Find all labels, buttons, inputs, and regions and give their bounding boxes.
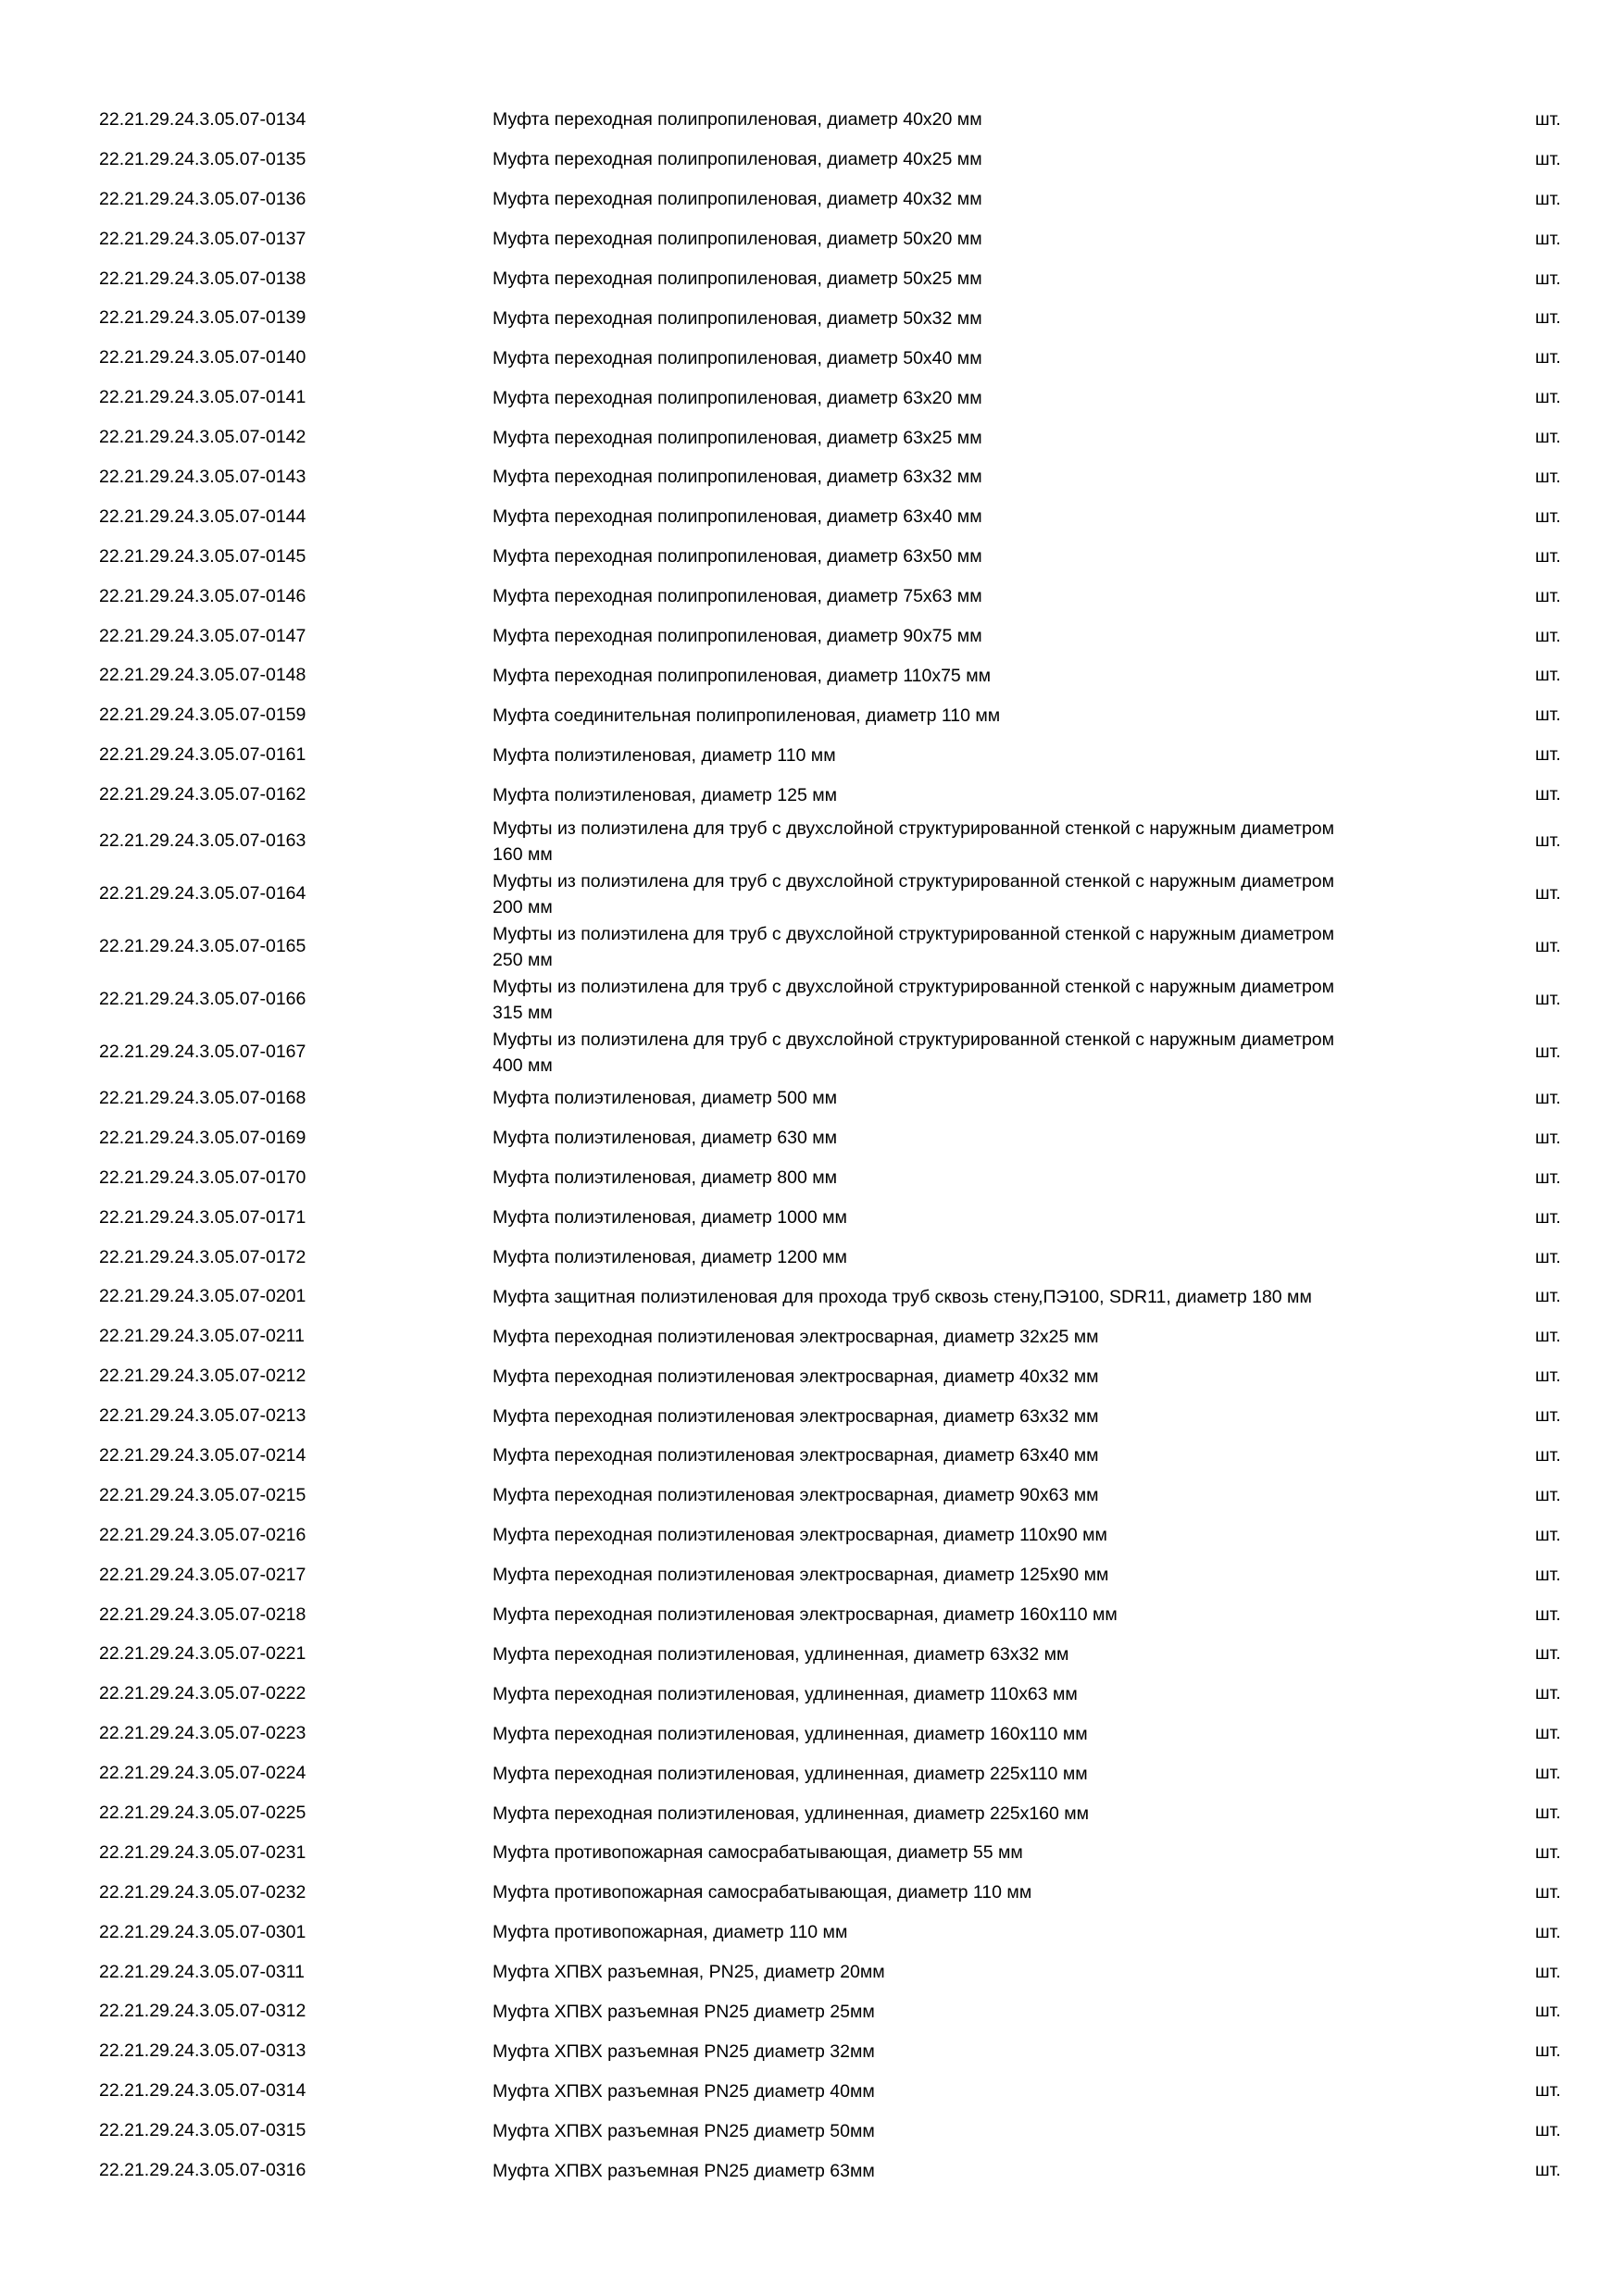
item-description-line: Муфта переходная полипропиленовая, диаметр 63х32 мм xyxy=(493,467,982,488)
table-row xyxy=(0,259,1624,299)
item-code: 22.21.29.24.3.05.07-0171 xyxy=(99,1206,306,1228)
item-unit: шт. xyxy=(1535,1683,1561,1704)
item-code: 22.21.29.24.3.05.07-0214 xyxy=(99,1444,306,1466)
item-code: 22.21.29.24.3.05.07-0142 xyxy=(99,427,306,448)
item-description xyxy=(493,298,1446,338)
item-unit: шт. xyxy=(1535,744,1561,766)
item-code: 22.21.29.24.3.05.07-0224 xyxy=(99,1763,306,1784)
item-description xyxy=(493,1026,1446,1079)
item-unit: шт. xyxy=(1535,1127,1561,1148)
item-description-line: Муфта переходная полипропиленовая, диаметр 40х25 мм xyxy=(493,149,982,170)
table-row xyxy=(0,775,1624,815)
item-unit: шт. xyxy=(1535,1042,1561,1063)
item-unit: шт. xyxy=(1535,1286,1561,1307)
item-unit: шт. xyxy=(1535,2001,1561,2022)
item-unit: шт. xyxy=(1535,148,1561,169)
table-row xyxy=(0,298,1624,338)
item-unit: шт. xyxy=(1535,1524,1561,1545)
table-row xyxy=(0,497,1624,537)
item-unit: шт. xyxy=(1535,1723,1561,1744)
item-description xyxy=(493,1635,1446,1675)
item-unit: шт. xyxy=(1535,1206,1561,1228)
item-unit: шт. xyxy=(1535,2160,1561,2181)
table-row xyxy=(0,1674,1624,1714)
item-description xyxy=(493,2151,1446,2190)
item-code: 22.21.29.24.3.05.07-0231 xyxy=(99,1841,306,1863)
table-row xyxy=(0,577,1624,617)
item-code: 22.21.29.24.3.05.07-0215 xyxy=(99,1484,306,1505)
item-code: 22.21.29.24.3.05.07-0136 xyxy=(99,188,306,209)
item-description xyxy=(493,537,1446,577)
item-description xyxy=(493,2111,1446,2151)
item-unit: шт. xyxy=(1535,228,1561,249)
item-code: 22.21.29.24.3.05.07-0165 xyxy=(99,936,306,957)
table-row xyxy=(0,1198,1624,1238)
item-description-line: Муфта переходная полиэтиленовая электросварная, диаметр 63х32 мм xyxy=(493,1405,1099,1427)
item-description-line: Муфта ХПВХ разъемная, PN25, диаметр 20мм xyxy=(493,1962,885,1983)
item-description-line: Муфта переходная полиэтиленовая электросварная, диаметр 63х40 мм xyxy=(493,1445,1099,1466)
table-row xyxy=(0,1953,1624,1992)
item-unit: шт. xyxy=(1535,307,1561,329)
item-description-line: Муфта противопожарная самосрабатывающая, диаметр 55 мм xyxy=(493,1842,1023,1864)
item-description xyxy=(493,1277,1446,1316)
item-description xyxy=(493,1953,1446,1992)
item-unit: шт. xyxy=(1535,1564,1561,1585)
item-description-line: 160 мм xyxy=(493,843,553,865)
item-code: 22.21.29.24.3.05.07-0170 xyxy=(99,1167,306,1188)
item-unit: шт. xyxy=(1535,1366,1561,1387)
table-row xyxy=(0,1158,1624,1198)
item-description xyxy=(493,2031,1446,2071)
item-description xyxy=(493,140,1446,180)
table-row xyxy=(0,1396,1624,1436)
item-description xyxy=(493,775,1446,815)
item-description xyxy=(493,973,1446,1026)
item-description xyxy=(493,655,1446,695)
item-unit: шт. xyxy=(1535,268,1561,289)
table-row xyxy=(0,378,1624,418)
item-description xyxy=(493,338,1446,378)
materials-table xyxy=(0,100,1624,2190)
item-description-line: Муфта переходная полиэтиленовая электросварная, диаметр 160х110 мм xyxy=(493,1604,1118,1626)
item-description-line: Муфта ХПВХ разъемная PN25 диаметр 40мм xyxy=(493,2080,875,2102)
item-description-line: Муфта полиэтиленовая, диаметр 500 мм xyxy=(493,1088,838,1109)
item-code: 22.21.29.24.3.05.07-0140 xyxy=(99,347,306,368)
item-description-line: Муфта ХПВХ разъемная PN25 диаметр 50мм xyxy=(493,2120,875,2141)
table-row xyxy=(0,1238,1624,1278)
table-row xyxy=(0,1714,1624,1753)
item-code: 22.21.29.24.3.05.07-0223 xyxy=(99,1723,306,1744)
item-description-line: Муфта переходная полипропиленовая, диаметр 110х75 мм xyxy=(493,665,992,686)
item-unit: шт. xyxy=(1535,1167,1561,1188)
item-description-line: Муфта переходная полипропиленовая, диаметр 63х50 мм xyxy=(493,546,982,568)
item-code: 22.21.29.24.3.05.07-0159 xyxy=(99,705,306,726)
item-description-line: 400 мм xyxy=(493,1054,553,1076)
item-description-line: 315 мм xyxy=(493,1002,553,1023)
item-unit: шт. xyxy=(1535,108,1561,130)
item-unit: шт. xyxy=(1535,585,1561,606)
item-unit: шт. xyxy=(1535,1643,1561,1665)
table-row xyxy=(0,735,1624,775)
item-description-line: Муфта защитная полиэтиленовая для прохода труб сквозь стену,ПЭ100, SDR11, диаметр 180 мм xyxy=(493,1286,1312,1307)
item-description xyxy=(493,867,1446,920)
item-description xyxy=(493,1396,1446,1436)
item-description-line: Муфта полиэтиленовая, диаметр 1200 мм xyxy=(493,1247,847,1268)
item-code: 22.21.29.24.3.05.07-0225 xyxy=(99,1803,306,1823)
item-unit: шт. xyxy=(1535,665,1561,686)
item-description-line: Муфта переходная полипропиленовая, диаметр 50х20 мм xyxy=(493,229,982,250)
item-code: 22.21.29.24.3.05.07-0316 xyxy=(99,2160,306,2181)
item-unit: шт. xyxy=(1535,1087,1561,1108)
table-row xyxy=(0,1555,1624,1595)
item-unit: шт. xyxy=(1535,1763,1561,1784)
item-unit: шт. xyxy=(1535,1921,1561,1942)
item-description xyxy=(493,695,1446,735)
table-row xyxy=(0,1436,1624,1476)
item-description xyxy=(493,1118,1446,1158)
table-row xyxy=(0,1356,1624,1396)
table-row xyxy=(0,1079,1624,1118)
item-description-line: Муфта ХПВХ разъемная PN25 диаметр 32мм xyxy=(493,2040,875,2062)
item-description-line: Муфта полиэтиленовая, диаметр 110 мм xyxy=(493,744,836,766)
item-code: 22.21.29.24.3.05.07-0147 xyxy=(99,625,306,646)
item-code: 22.21.29.24.3.05.07-0145 xyxy=(99,545,306,567)
item-description xyxy=(493,735,1446,775)
item-description-line: Муфта переходная полиэтиленовая электросварная, диаметр 40х32 мм xyxy=(493,1366,1099,1387)
item-code: 22.21.29.24.3.05.07-0168 xyxy=(99,1087,306,1108)
table-row xyxy=(0,2071,1624,2111)
item-description xyxy=(493,1595,1446,1635)
item-unit: шт. xyxy=(1535,545,1561,567)
item-description xyxy=(493,2071,1446,2111)
table-row xyxy=(0,219,1624,259)
item-code: 22.21.29.24.3.05.07-0221 xyxy=(99,1643,306,1665)
table-row xyxy=(0,418,1624,457)
item-unit: шт. xyxy=(1535,2120,1561,2141)
item-description-line: Муфта переходная полиэтиленовая электросварная, диаметр 32х25 мм xyxy=(493,1326,1099,1347)
item-description xyxy=(493,1436,1446,1476)
table-row xyxy=(0,1595,1624,1635)
item-unit: шт. xyxy=(1535,936,1561,957)
item-unit: шт. xyxy=(1535,1246,1561,1267)
table-row xyxy=(0,1516,1624,1555)
item-description xyxy=(493,1198,1446,1238)
item-unit: шт. xyxy=(1535,347,1561,368)
item-unit: шт. xyxy=(1535,1444,1561,1466)
item-code: 22.21.29.24.3.05.07-0144 xyxy=(99,505,306,527)
item-description xyxy=(493,1753,1446,1793)
item-unit: шт. xyxy=(1535,387,1561,408)
item-description xyxy=(493,378,1446,418)
item-description-line: Муфта полиэтиленовая, диаметр 1000 мм xyxy=(493,1207,847,1229)
item-description xyxy=(493,920,1446,973)
table-row xyxy=(0,2031,1624,2071)
item-description xyxy=(493,219,1446,259)
item-description-line: Муфты из полиэтилена для труб с двухслойной структурированной стенкой с наружным диаметром xyxy=(493,817,1335,839)
item-description-line: Муфта соединительная полипропиленовая, диаметр 110 мм xyxy=(493,705,1001,726)
table-row xyxy=(0,2111,1624,2151)
item-unit: шт. xyxy=(1535,830,1561,852)
item-description-line: Муфта переходная полиэтиленовая, удлиненная, диаметр 225х160 мм xyxy=(493,1803,1090,1824)
table-row xyxy=(0,1476,1624,1516)
table-row xyxy=(0,695,1624,735)
item-unit: шт. xyxy=(1535,427,1561,448)
item-description xyxy=(493,1356,1446,1396)
table-row xyxy=(0,2151,1624,2190)
item-unit: шт. xyxy=(1535,1961,1561,1982)
item-code: 22.21.29.24.3.05.07-0216 xyxy=(99,1524,306,1545)
table-row xyxy=(0,537,1624,577)
item-description-line: Муфта переходная полиэтиленовая, удлиненная, диаметр 63х32 мм xyxy=(493,1643,1069,1665)
item-description xyxy=(493,457,1446,497)
item-code: 22.21.29.24.3.05.07-0146 xyxy=(99,585,306,606)
item-code: 22.21.29.24.3.05.07-0311 xyxy=(99,1961,305,1982)
item-description-line: Муфта переходная полипропиленовая, диаметр 50х40 мм xyxy=(493,347,982,368)
item-description xyxy=(493,815,1446,867)
table-row xyxy=(0,180,1624,219)
item-description xyxy=(493,1555,1446,1595)
item-unit: шт. xyxy=(1535,1841,1561,1863)
item-description xyxy=(493,1913,1446,1953)
table-row xyxy=(0,1873,1624,1913)
item-description xyxy=(493,1079,1446,1118)
item-unit: шт. xyxy=(1535,1603,1561,1625)
item-description xyxy=(493,1476,1446,1516)
item-unit: шт. xyxy=(1535,784,1561,805)
item-description xyxy=(493,497,1446,537)
table-row xyxy=(0,1316,1624,1356)
item-description-line: 200 мм xyxy=(493,896,553,917)
item-unit: шт. xyxy=(1535,1405,1561,1427)
item-code: 22.21.29.24.3.05.07-0217 xyxy=(99,1564,306,1585)
item-code: 22.21.29.24.3.05.07-0315 xyxy=(99,2120,306,2141)
item-unit: шт. xyxy=(1535,625,1561,646)
item-description-line: Муфта переходная полиэтиленовая электросварная, диаметр 110х90 мм xyxy=(493,1525,1107,1546)
item-code: 22.21.29.24.3.05.07-0161 xyxy=(99,744,306,766)
table-row xyxy=(0,457,1624,497)
item-code: 22.21.29.24.3.05.07-0301 xyxy=(99,1921,306,1942)
item-description-line: Муфта переходная полипропиленовая, диаметр 63х25 мм xyxy=(493,427,982,448)
item-description-line: Муфта переходная полипропиленовая, диаметр 40х20 мм xyxy=(493,109,982,131)
item-unit: шт. xyxy=(1535,1803,1561,1823)
table-row xyxy=(0,1992,1624,2032)
item-description-line: Муфта переходная полипропиленовая, диаметр 63х40 мм xyxy=(493,506,982,528)
item-description xyxy=(493,1516,1446,1555)
item-description xyxy=(493,1833,1446,1873)
item-code: 22.21.29.24.3.05.07-0212 xyxy=(99,1366,306,1387)
item-description-line: Муфта переходная полиэтиленовая, удлиненная, диаметр 110х63 мм xyxy=(493,1683,1078,1704)
item-code: 22.21.29.24.3.05.07-0166 xyxy=(99,989,306,1010)
table-row xyxy=(0,1118,1624,1158)
item-description-line: Муфта переходная полипропиленовая, диаметр 90х75 мм xyxy=(493,626,982,647)
item-code: 22.21.29.24.3.05.07-0232 xyxy=(99,1881,306,1903)
table-row xyxy=(0,140,1624,180)
table-row xyxy=(0,1753,1624,1793)
table-row xyxy=(0,1635,1624,1675)
item-code: 22.21.29.24.3.05.07-0163 xyxy=(99,830,306,852)
item-unit: шт. xyxy=(1535,989,1561,1010)
item-description-line: Муфты из полиэтилена для труб с двухслойной структурированной стенкой с наружным диаметром xyxy=(493,1029,1335,1050)
item-code: 22.21.29.24.3.05.07-0218 xyxy=(99,1603,306,1625)
item-description-line: Муфта переходная полипропиленовая, диаметр 50х32 мм xyxy=(493,307,982,329)
item-description-line: Муфта переходная полиэтиленовая, удлиненная, диаметр 225х110 мм xyxy=(493,1763,1088,1784)
table-row xyxy=(0,920,1624,973)
item-description-line: Муфты из полиэтилена для труб с двухслойной структурированной стенкой с наружным диаметром xyxy=(493,976,1335,997)
table-row xyxy=(0,867,1624,920)
item-unit: шт. xyxy=(1535,188,1561,209)
item-description xyxy=(493,1992,1446,2032)
item-code: 22.21.29.24.3.05.07-0313 xyxy=(99,2040,306,2062)
item-code: 22.21.29.24.3.05.07-0135 xyxy=(99,148,306,169)
item-unit: шт. xyxy=(1535,1881,1561,1903)
item-unit: шт. xyxy=(1535,1484,1561,1505)
item-description-line: Муфта переходная полипропиленовая, диаметр 63х20 мм xyxy=(493,387,982,408)
table-row xyxy=(0,973,1624,1026)
item-description-line: Муфта полиэтиленовая, диаметр 800 мм xyxy=(493,1167,838,1189)
item-code: 22.21.29.24.3.05.07-0172 xyxy=(99,1246,306,1267)
item-description-line: Муфта противопожарная, диаметр 110 мм xyxy=(493,1922,848,1943)
item-description-line: Муфта противопожарная самосрабатывающая, диаметр 110 мм xyxy=(493,1882,1032,1903)
item-description xyxy=(493,1674,1446,1714)
item-description xyxy=(493,577,1446,617)
item-unit: шт. xyxy=(1535,2040,1561,2062)
item-code: 22.21.29.24.3.05.07-0213 xyxy=(99,1405,306,1427)
item-code: 22.21.29.24.3.05.07-0141 xyxy=(99,387,306,408)
item-code: 22.21.29.24.3.05.07-0201 xyxy=(99,1286,306,1307)
item-description-line: Муфта ХПВХ разъемная PN25 диаметр 63мм xyxy=(493,2160,875,2181)
item-description-line: Муфта переходная полиэтиленовая электросварная, диаметр 125х90 мм xyxy=(493,1565,1109,1586)
item-description-line: Муфта переходная полиэтиленовая, удлиненная, диаметр 160х110 мм xyxy=(493,1723,1088,1744)
item-description xyxy=(493,617,1446,656)
item-unit: шт. xyxy=(1535,2080,1561,2102)
item-description-line: Муфта переходная полипропиленовая, диаметр 75х63 мм xyxy=(493,586,982,607)
item-description-line: Муфта переходная полипропиленовая, диаметр 40х32 мм xyxy=(493,189,982,210)
item-unit: шт. xyxy=(1535,466,1561,487)
table-row xyxy=(0,1913,1624,1953)
item-code: 22.21.29.24.3.05.07-0143 xyxy=(99,466,306,487)
table-row xyxy=(0,338,1624,378)
item-description xyxy=(493,259,1446,299)
item-description-line: Муфта полиэтиленовая, диаметр 630 мм xyxy=(493,1128,838,1149)
item-description xyxy=(493,1158,1446,1198)
item-unit: шт. xyxy=(1535,505,1561,527)
item-code: 22.21.29.24.3.05.07-0222 xyxy=(99,1683,306,1704)
item-code: 22.21.29.24.3.05.07-0148 xyxy=(99,665,306,686)
item-description-line: Муфта ХПВХ разъемная PN25 диаметр 25мм xyxy=(493,2001,875,2022)
item-code: 22.21.29.24.3.05.07-0164 xyxy=(99,883,306,905)
item-description-line: Муфта полиэтиленовая, диаметр 125 мм xyxy=(493,784,838,805)
table-row xyxy=(0,655,1624,695)
table-row xyxy=(0,1277,1624,1316)
item-description xyxy=(493,180,1446,219)
item-unit: шт. xyxy=(1535,1326,1561,1347)
item-code: 22.21.29.24.3.05.07-0162 xyxy=(99,784,306,805)
item-description-line: Муфта переходная полиэтиленовая электросварная, диаметр 90х63 мм xyxy=(493,1485,1099,1506)
item-code: 22.21.29.24.3.05.07-0138 xyxy=(99,268,306,289)
item-description xyxy=(493,1714,1446,1753)
item-description-line: 250 мм xyxy=(493,949,553,970)
item-code: 22.21.29.24.3.05.07-0134 xyxy=(99,108,306,130)
table-row xyxy=(0,1793,1624,1833)
item-description xyxy=(493,100,1446,140)
item-code: 22.21.29.24.3.05.07-0314 xyxy=(99,2080,306,2102)
item-unit: шт. xyxy=(1535,883,1561,905)
item-description xyxy=(493,1238,1446,1278)
table-row xyxy=(0,1833,1624,1873)
item-description xyxy=(493,1793,1446,1833)
item-code: 22.21.29.24.3.05.07-0137 xyxy=(99,228,306,249)
item-description-line: Муфта переходная полипропиленовая, диаметр 50х25 мм xyxy=(493,268,982,289)
item-description-line: Муфты из полиэтилена для труб с двухслойной структурированной стенкой с наружным диаметром xyxy=(493,923,1335,944)
item-description xyxy=(493,418,1446,457)
item-description xyxy=(493,1316,1446,1356)
table-row xyxy=(0,815,1624,867)
table-row xyxy=(0,1026,1624,1079)
item-code: 22.21.29.24.3.05.07-0312 xyxy=(99,2001,306,2022)
item-description xyxy=(493,1873,1446,1913)
item-code: 22.21.29.24.3.05.07-0139 xyxy=(99,307,306,329)
table-row xyxy=(0,617,1624,656)
item-code: 22.21.29.24.3.05.07-0167 xyxy=(99,1042,306,1063)
item-description-line: Муфты из полиэтилена для труб с двухслойной структурированной стенкой с наружным диаметром xyxy=(493,870,1335,892)
table-row xyxy=(0,100,1624,140)
item-unit: шт. xyxy=(1535,705,1561,726)
item-code: 22.21.29.24.3.05.07-0211 xyxy=(99,1326,305,1347)
item-code: 22.21.29.24.3.05.07-0169 xyxy=(99,1127,306,1148)
